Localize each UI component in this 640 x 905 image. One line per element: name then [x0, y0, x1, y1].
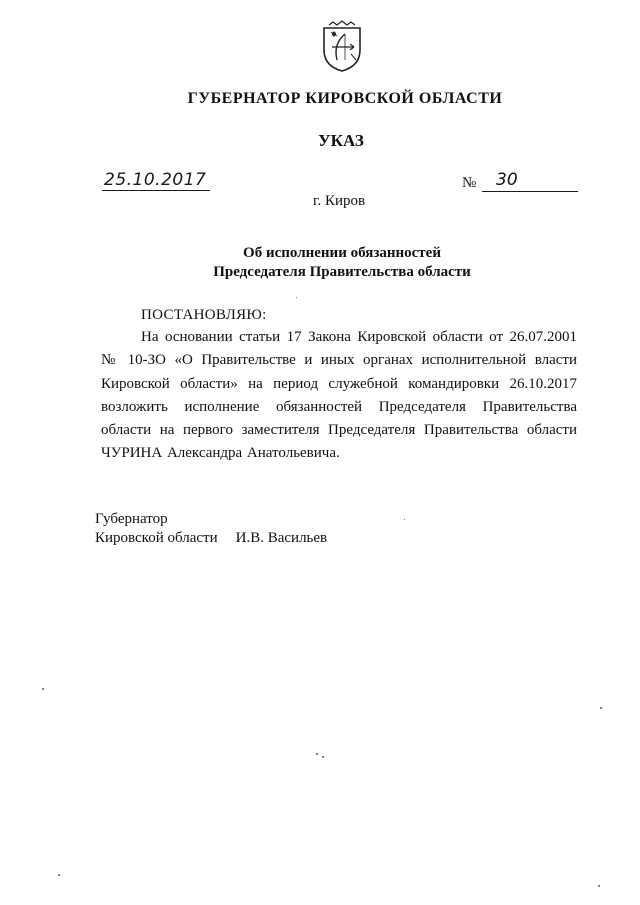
signature-block: [95, 510, 327, 548]
document-city: г. Киров: [313, 193, 366, 209]
signatory-position-line-2: Кировской области: [95, 530, 218, 546]
title-line-2: Председателя Правительства области: [213, 264, 471, 280]
signatory-position-line-1: Губернатор: [95, 511, 168, 527]
scan-speck: [296, 297, 297, 298]
signature-row: [95, 529, 327, 548]
document-type: УКАЗ: [318, 131, 364, 150]
decree-word: ПОСТАНОВЛЯЮ:: [141, 307, 267, 323]
document-date: 25.10.2017: [102, 170, 210, 191]
scan-speck: [322, 756, 324, 758]
scan-speck: [42, 688, 44, 690]
scan-speck: [316, 753, 318, 755]
scan-speck: [600, 707, 602, 709]
document-number: 30: [496, 170, 518, 190]
signatory-name: И.В. Васильев: [235, 530, 328, 546]
scan-speck: [598, 885, 600, 887]
issuing-authority: ГУБЕРНАТОР КИРОВСКОЙ ОБЛАСТИ: [187, 90, 503, 107]
decree-paragraph: На основании статьи 17 Закона Кировской области от 26.07.2001 № 10-ЗО «О Правительстве и иных органах исполнительной власти Кировской области» на период служебной командировки 26.10.2017 возложить исполнение обязанностей Председателя Правительства области на первого заместителя Председателя Правительства области ЧУРИНА Александра Анатольевича.: [101, 329, 577, 462]
scan-speck: [58, 874, 60, 876]
title-line-1: Об исполнении обязанностей: [243, 245, 441, 261]
kirov-region-coat-of-arms-icon: [321, 20, 363, 72]
number-label: №: [462, 175, 477, 191]
scan-speck: [404, 519, 405, 520]
document-title: [0, 244, 640, 282]
